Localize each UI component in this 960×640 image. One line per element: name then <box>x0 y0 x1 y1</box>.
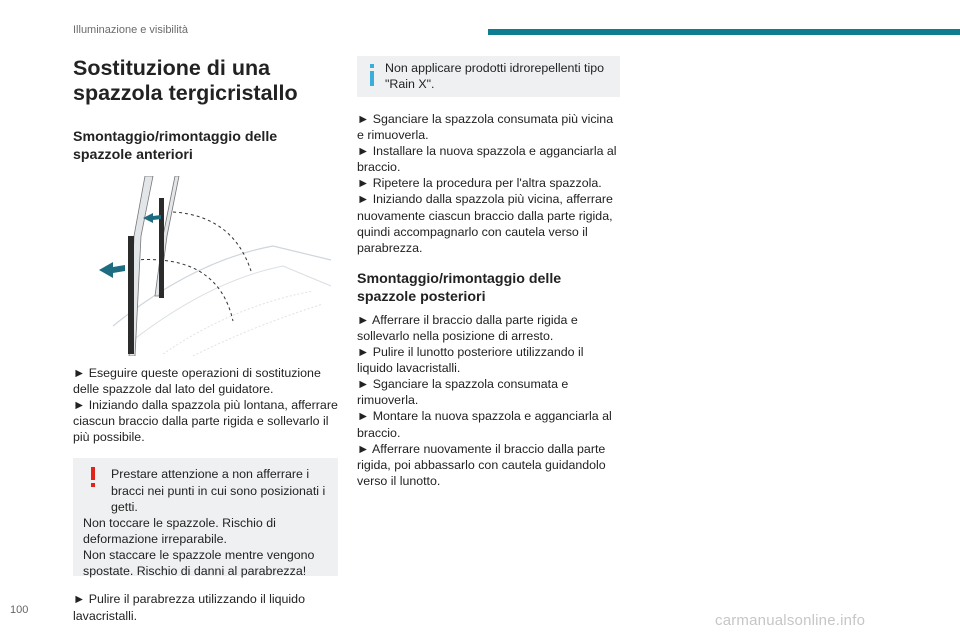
step-item: ► Ripetere la procedura per l'altra spazzola. <box>357 176 602 191</box>
step-item: ► Afferrare il braccio dalla parte rigida e sollevarlo nella posizione di arresto. <box>357 312 578 343</box>
step-item: ► Iniziando dalla spazzola più vicina, afferrare nuovamente ciascun braccio dalla parte rigida, quindi accompagnarlo con cautela verso il parabrezza. <box>357 192 613 255</box>
left-column <box>73 56 338 624</box>
warning-line: Non staccare le spazzole mentre vengono spostate. Rischio di danni al parabrezza! <box>83 547 315 579</box>
step-item: ► Sganciare la spazzola consumata e rimuoverla. <box>357 377 569 408</box>
warning-line: Non toccare le spazzole. Rischio di deformazione irreparabile. <box>83 515 276 546</box>
step-item: ► Eseguire queste operazioni di sostituzione delle spazzole dal lato del guidatore. <box>73 366 321 397</box>
rear-wiper-steps <box>357 312 620 489</box>
front-wiper-steps-continued <box>357 111 620 256</box>
info-icon <box>366 63 378 87</box>
step-item: ► Sganciare la spazzola consumata più vicina e rimuoverla. <box>357 112 614 143</box>
running-header: Illuminazione e visibilità <box>73 24 188 36</box>
wiper-lift-illustration <box>73 176 338 356</box>
front-wipers-subtitle: Smontaggio/rimontaggio delle spazzole anteriori <box>73 129 278 163</box>
step-item: ► Montare la nuova spazzola e agganciarla al braccio. <box>357 409 612 440</box>
page-title: Sostituzione di una spazzola tergicristallo <box>73 56 298 105</box>
watermark: carmanualsonline.info <box>715 612 866 629</box>
warning-box <box>73 458 338 579</box>
exclamation-icon <box>86 466 100 488</box>
header-accent-bar <box>488 29 960 35</box>
front-wiper-steps <box>73 365 338 445</box>
clean-step <box>73 591 338 623</box>
info-box <box>357 56 620 97</box>
step-item: ► Afferrare nuovamente il braccio dalla parte rigida, poi abbassarlo con cautela guidandolo verso il lunotto. <box>357 441 606 488</box>
warning-line: Prestare attenzione a non afferrare i bracci nei punti in cui sono posizionati i getti. <box>111 467 326 514</box>
step-item: ► Installare la nuova spazzola e agganciarla al braccio. <box>357 144 617 175</box>
info-text: Non applicare prodotti idrorepellenti tipo "Rain X". <box>385 61 605 92</box>
right-column <box>357 56 620 489</box>
page-number: 100 <box>10 604 29 616</box>
step-item: ► Pulire il lunotto posteriore utilizzando il liquido lavacristalli. <box>357 345 584 376</box>
rear-wipers-subtitle: Smontaggio/rimontaggio delle spazzole posteriori <box>357 270 562 305</box>
step-item: ► Pulire il parabrezza utilizzando il liquido lavacristalli. <box>73 592 305 623</box>
step-item: ► Iniziando dalla spazzola più lontana, afferrare ciascun braccio dalla parte rigida e sollevarlo il più possibile. <box>73 398 338 445</box>
